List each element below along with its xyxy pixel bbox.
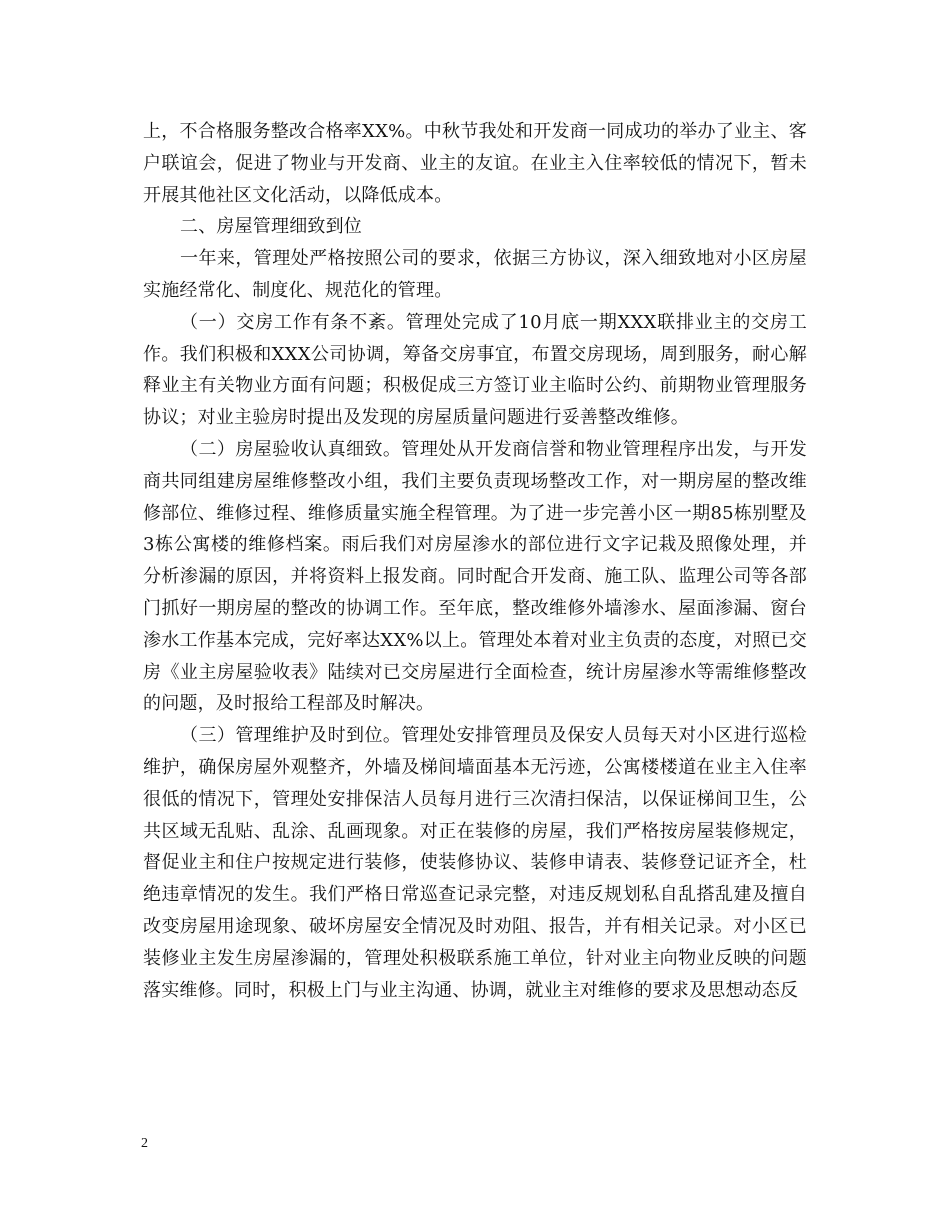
page-number: 2 xyxy=(141,1136,148,1151)
paragraph: （二）房屋验收认真细致。管理处从开发商信誉和物业管理程序出发，与开发商共同组建房屋维修整改小组，我们主要负责现场整改工作，对一期房屋的整改维修部位、维修过程、维修质量实施全程管理。为了进一步完善小区一期85栋别墅及3栋公寓楼的维修档案。雨后我们对房屋渗水的部位进行文字记栽及照像处理，并分析渗漏的原因，并将资料上报发商。同时配合开发商、施工队、监理公司等各部门抓好一期房屋的整改的协调工作。至年底，整改维修外墙渗水、屋面渗漏、窗台渗水工作基本完成，完好率达XX%以上。管理处本着对业主负责的态度，对照已交房《业主房屋验收表》陆续对已交房屋进行全面检查，统计房屋渗水等需维修整改的问题，及时报给工程部及时解决。 xyxy=(143,438,807,715)
paragraph: （三）管理维护及时到位。管理处安排管理员及保安人员每天对小区进行巡检维护，确保房屋外观整齐，外墙及梯间墙面基本无污迹，公寓楼楼道在业主入住率很低的情况下，管理处安排保洁人员每月进行三次清扫保洁，以保证梯间卫生，公共区域无乱贴、乱涂、乱画现象。对正在装修的房屋，我们严格按房屋装修规定，督促业主和住户按规定进行装修，使装修协议、装修申请表、装修登记证齐全，杜绝违章情况的发生。我们严格日常巡查记录完整，对违反规划私自乱搭乱建及擅自改变房屋用途现象、破坏房屋安全情况及时劝阻、报告，并有相关记录。对小区已装修业主发生房屋渗漏的，管理处积极联系施工单位，针对业主向物业反映的问题落实维修。同时，积极上门与业主沟通、协调，就业主对维修的要求及思想动态反 xyxy=(143,725,807,1001)
paragraph: （一）交房工作有条不紊。管理处完成了10月底一期XXX联排业主的交房工作。我们积极和XXX公司协调，筹备交房事宜，布置交房现场，周到服务，耐心解释业主有关物业方面有问题；积极促成三方签订业主临时公约、前期物业管理服务协议；对业主验房时提出及发现的房屋质量问题进行妥善整改维修。 xyxy=(143,311,807,429)
paragraph: 一年来，管理处严格按照公司的要求，依据三方协议，深入细致地对小区房屋实施经常化、制度化、规范化的管理。 xyxy=(143,248,807,301)
paragraph: 上，不合格服务整改合格率XX%。中秋节我处和开发商一同成功的举办了业主、客户联谊会，促进了物业与开发商、业主的友谊。在业主入住率较低的情况下，暂未开展其他社区文化活动，以降低成本。 xyxy=(143,121,807,206)
document-body xyxy=(143,116,807,1006)
section-heading: 二、房屋管理细致到位 xyxy=(180,216,362,238)
